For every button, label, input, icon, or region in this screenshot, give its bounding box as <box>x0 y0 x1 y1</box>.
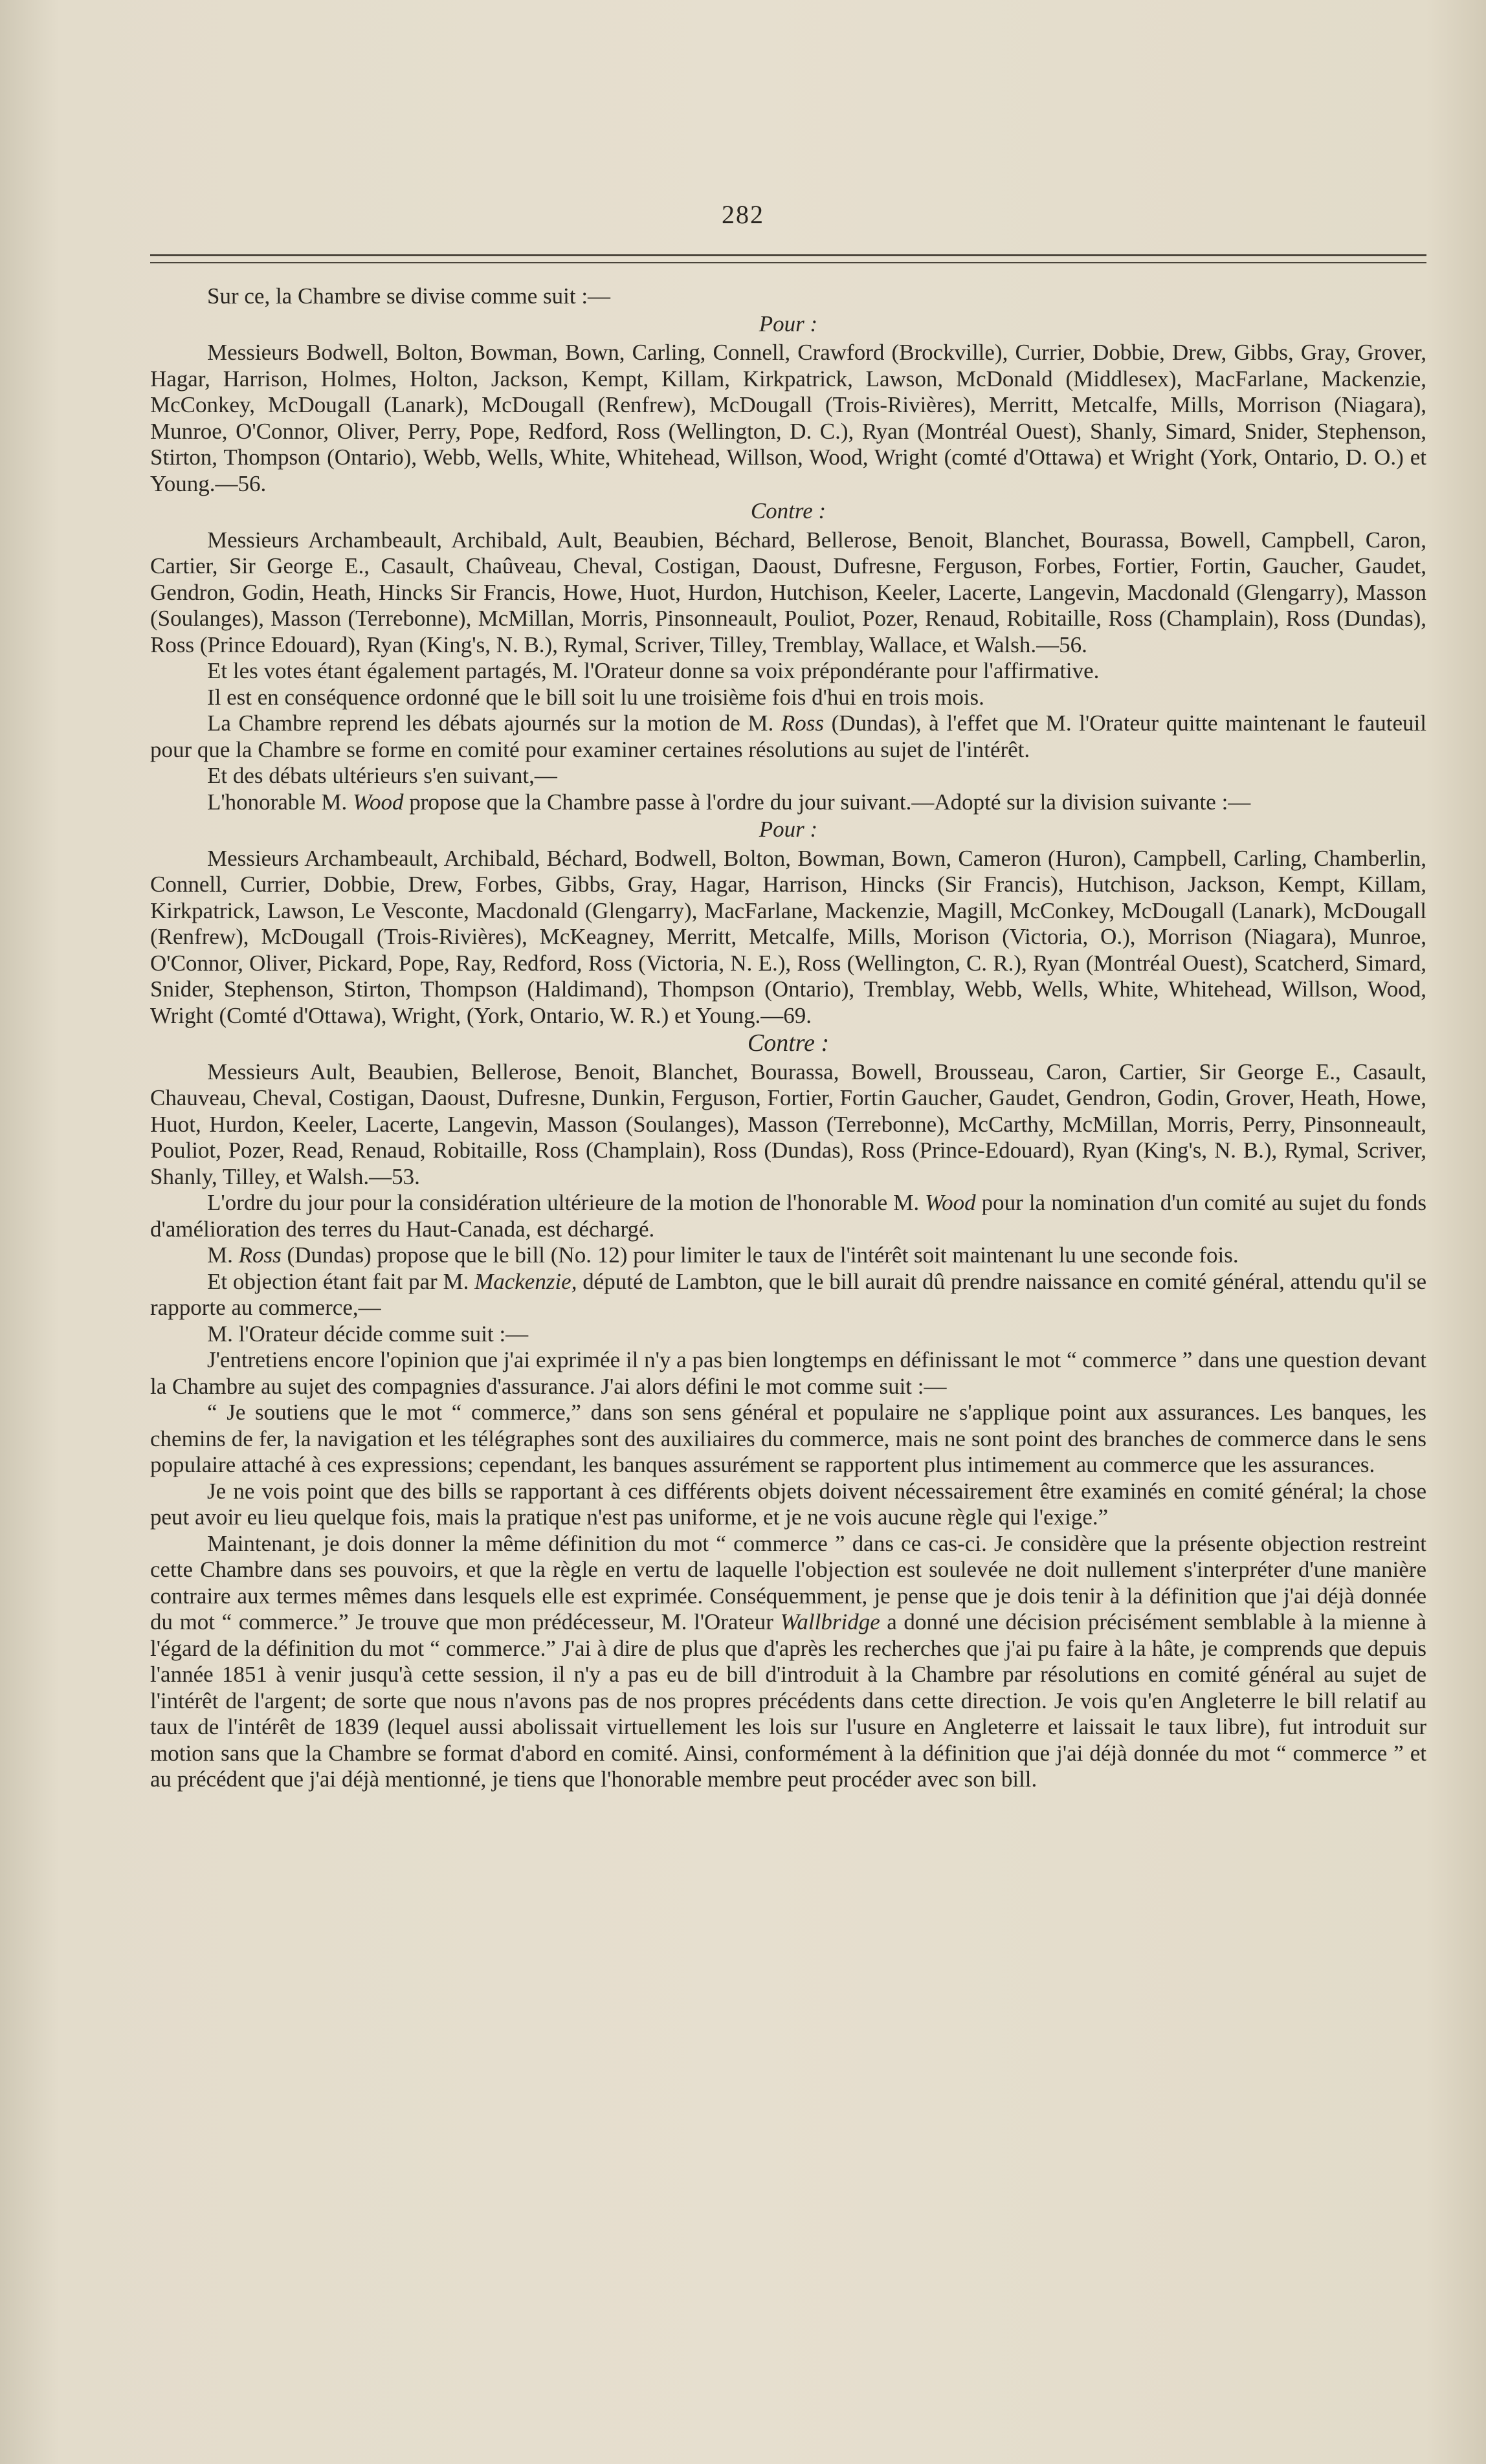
wood-motion: L'honorable M. Wood propose que la Chambre passe à l'ordre du jour suivant.—Adopté sur la division suivante :— <box>207 789 1251 815</box>
order-paragraph: Il est en conséquence ordonné que le bill soit lu une troisième fois d'hui en trois mois. <box>207 684 984 710</box>
contre-heading: Contre : <box>747 1029 830 1057</box>
member-name: Wood <box>925 1190 976 1215</box>
tie-vote-paragraph: Et les votes étant également partagés, M. l'Orateur donne sa voix prépondérante pour l'affirmative. <box>207 658 1100 683</box>
division-intro: Sur ce, la Chambre se divise comme suit :— <box>207 283 611 309</box>
header-rule-bottom <box>150 262 1426 263</box>
ruling-quote: “ Je soutiens que le mot “ commerce,” dans son sens général et populaire ne s'applique point aux assurances. Les banques, les chemins de fer, la navigation et les télégraphes sont des auxiliaires du commerce, mais ne sont point des branches de commerce dans le sens populaire attaché à ces expressions; cependant, les banques assurément se rapportent plus intimement au commerce que les assurances. <box>150 1400 1426 1477</box>
document-body <box>150 283 1426 1793</box>
bill-motion: M. Ross (Dundas) propose que le bill (No. 12) pour limiter le taux de l'intérêt soit maintenant lu une seconde fois. <box>207 1242 1239 1268</box>
ruling-paragraph: J'entretiens encore l'opinion que j'ai exprimée il n'y a pas bien longtemps en définissant le mot “ commerce ” dans une question devant la Chambre au sujet des compagnies d'assurance. J'ai alors défini le mot comme suit :— <box>150 1347 1426 1399</box>
objection-paragraph: Et objection étant fait par M. Mackenzie, député de Lambton, que le bill aurait dû prendre naissance en comité général, attendu qu'il se rapporte au commerce,— <box>150 1268 1427 1320</box>
member-name: Wallbridge <box>780 1609 880 1634</box>
pour-heading: Pour : <box>759 311 818 336</box>
ruling-conclusion: Maintenant, je dois donner la même définition du mot “ commerce ” dans ce cas-ci. Je considère que la présente objection restreint cette Chambre dans ses pouvoirs, et que la règle en vertu de laquelle l'objection est soulevée ne doit nullement s'interpréter d'une manière contraire aux termes mêmes dans lesquels elle est exprimée. Conséquemment, je pense que je dois tenir à la définition que j'ai déjà donnée du mot “ commerce.” Je trouve que mon prédécesseur, M. l'Orateur Wallbridge a donné une décision précisément semblable à la mienne à l'égard de la définition du mot “ commerce.” J'ai à dire de plus que d'après les recherches que j'ai pu faire à la hâte, je comprends que depuis l'année 1851 à venir jusqu'à cette session, il n'y a pas eu de bill d'introduit à la Chambre par résolutions en comité général au sujet de l'intérêt de l'argent; de sorte que nous n'avons pas de nos propres précédents dans cette direction. Je vois qu'en Angleterre le bill relatif au taux de l'intérêt de 1839 (lequel aussi abolissait virtuellement les lois sur l'usure en Angleterre et laissait le taux libre), fut introduit sur motion sans que la Chambre se format d'abord en comité. Ainsi, conformément à la définition que j'ai déjà donnée du mot “ commerce ” et au précédent que j'ai déjà mentionné, je tiens que l'honorable membre peut procéder avec son bill. <box>150 1530 1426 1792</box>
contre-heading: Contre : <box>750 498 826 523</box>
member-name: Mackenzie, <box>474 1268 577 1294</box>
debate-paragraph: La Chambre reprend les débats ajournés sur la motion de M. Ross (Dundas), à l'effet que M. l'Orateur quitte maintenant le fauteuil pour que la Chambre se forme en comité pour examiner certaines résolutions au sujet de l'intérêt. <box>150 710 1426 762</box>
member-name: Wood <box>353 789 404 815</box>
header-rule-top <box>150 254 1426 256</box>
contre-list: Messieurs Archambeault, Archibald, Ault, Beaubien, Béchard, Bellerose, Benoit, Blanchet, Bourassa, Bowell, Campbell, Caron, Cartier, Sir George E., Casault, Chaûveau, Cheval, Costigan, Daoust, Dufresne, Ferguson, Forbes, Fortier, Fortin, Gaucher, Gaudet, Gendron, Godin, Heath, Hincks Sir Francis, Howe, Huot, Hurdon, Hutchison, Keeler, Lacerte, Langevin, Macdonald (Glengarry), Masson (Soulanges), Masson (Terrebonne), McMillan, Morris, Pinsonneault, Pouliot, Pozer, Renaud, Robitaille, Ross (Champlain), Ross (Dundas), Ross (Prince Edouard), Ryan (King's, N. B.), Rymal, Scriver, Tilley, Tremblay, Wallace, et Walsh.—56. <box>150 527 1426 657</box>
member-name: Ross <box>238 1242 282 1268</box>
speaker-decision: M. l'Orateur décide comme suit :— <box>207 1321 529 1347</box>
page-number: 282 <box>722 200 764 229</box>
pour-list: Messieurs Archambeault, Archibald, Béchard, Bodwell, Bolton, Bowman, Bown, Cameron (Huron), Campbell, Carling, Chamberlin, Connell, Currier, Dobbie, Drew, Forbes, Gibbs, Gray, Hagar, Harrison, Hincks (Sir Francis), Hutchison, Jackson, Kempt, Killam, Kirkpatrick, Lawson, Le Vesconte, Macdonald (Glengarry), MacFarlane, Mackenzie, Magill, McConkey, McDougall (Lanark), McDougall (Renfrew), McDougall (Trois-Rivières), McKeagney, Merritt, Metcalfe, Mills, Morison (Victoria, O.), Morrison (Niagara), Munroe, O'Connor, Oliver, Pickard, Pope, Ray, Redford, Ross (Victoria, N. E.), Ross (Wellington, C. R.), Ryan (Montréal Ouest), Scatcherd, Simard, Snider, Stephenson, Stirton, Thompson (Haldimand), Thompson (Ontario), Tremblay, Webb, Wells, White, Whitehead, Willson, Wood, Wright (Comté d'Ottawa), Wright, (York, Ontario, W. R.) et Young.—69. <box>150 845 1426 1028</box>
contre-list: Messieurs Ault, Beaubien, Bellerose, Benoit, Blanchet, Bourassa, Bowell, Brousseau, Caron, Cartier, Sir George E., Casault, Chauveau, Cheval, Costigan, Daoust, Dufresne, Dunkin, Ferguson, Fortier, Fortin Gaucher, Gaudet, Gendron, Godin, Grover, Heath, Howe, Huot, Hurdon, Keeler, Lacerte, Langevin, Masson (Soulanges), Masson (Terrebonne), McCarthy, McMillan, Morris, Perry, Pinsonneault, Pouliot, Pozer, Read, Renaud, Robitaille, Ross (Champlain), Ross (Dundas), Ross (Prince-Edouard), Ryan (King's, N. B.), Rymal, Scriver, Shanly, Tilley, et Walsh.—53. <box>150 1059 1426 1189</box>
member-name: Ross <box>781 710 825 736</box>
pour-heading: Pour : <box>759 817 818 842</box>
ruling-quote-end: Je ne vois point que des bills se rapportant à ces différents objets doivent nécessairement être examinés en comité général; la chose peut avoir eu lieu quelque fois, mais la pratique n'est pas uniforme, et je ne vois aucune règle qui l'exige.” <box>150 1478 1426 1530</box>
pour-list: Messieurs Bodwell, Bolton, Bowman, Bown, Carling, Connell, Crawford (Brockville), Currier, Dobbie, Drew, Gibbs, Gray, Grover, Hagar, Harrison, Holmes, Holton, Jackson, Kempt, Killam, Kirkpatrick, Lawson, McDonald (Middlesex), MacFarlane, Mackenzie, McConkey, McDougall (Lanark), McDougall (Renfrew), McDougall (Trois-Rivières), Merritt, Metcalfe, Mills, Morrison (Niagara), Munroe, O'Connor, Oliver, Perry, Pope, Redford, Ross (Wellington, D. C.), Ryan (Montréal Ouest), Shanly, Simard, Snider, Stephenson, Stirton, Thompson (Ontario), Webb, Wells, White, Whitehead, Willson, Wood, Wright (comté d'Ottawa) et Wright (York, Ontario, D. O.) et Young.—56. <box>150 340 1426 496</box>
debate-continuation: Et des débats ultérieurs s'en suivant,— <box>207 763 557 788</box>
order-discharged: L'ordre du jour pour la considération ultérieure de la motion de l'honorable M. Wood pour la nomination d'un comité au sujet du fonds d'amélioration des terres du Haut-Canada, est déchargé. <box>150 1190 1426 1242</box>
